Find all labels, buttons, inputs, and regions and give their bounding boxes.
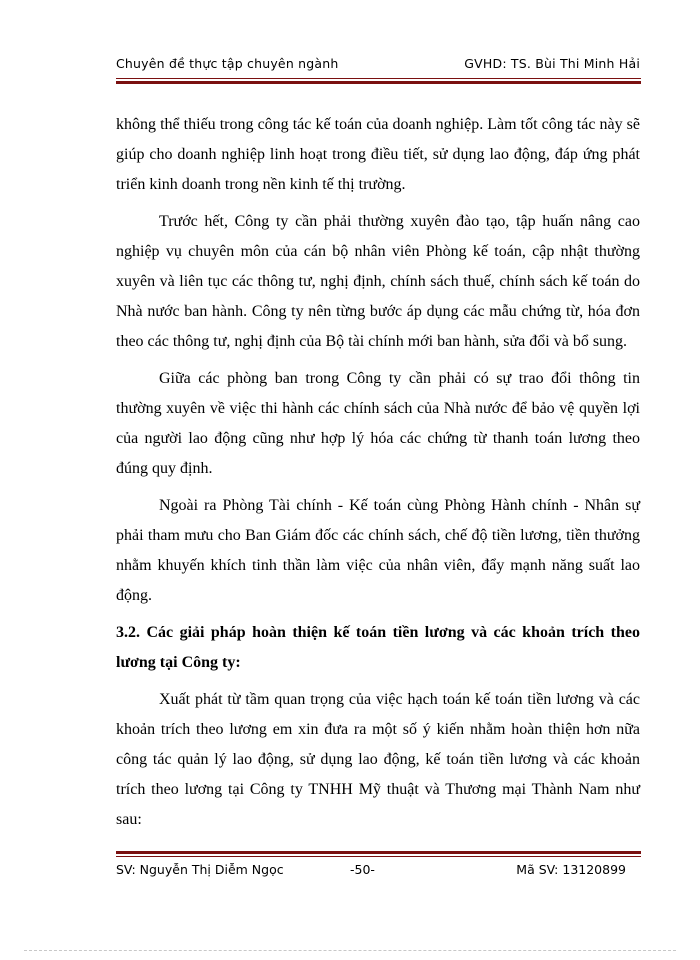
header-supervisor: GVHD: TS. Bùi Thi Minh Hải bbox=[464, 56, 640, 71]
page-footer bbox=[116, 862, 640, 882]
footer-student-name: SV: Nguyễn Thị Diễm Ngọc bbox=[116, 862, 284, 877]
section-heading: 3.2. Các giải pháp hoàn thiện kế toán tiền lương và các khoản trích theo lương tại Công ty: bbox=[116, 624, 640, 671]
footer-rule-thick bbox=[116, 851, 641, 854]
paragraph-continuation: không thể thiếu trong công tác kế toán của doanh nghiệp. Làm tốt công tác này sẽ giúp cho doanh nghiệp linh hoạt trong điều tiết, sử dụng lao động, đáp ứng phát triển kinh doanh trong nền kinh tế thị trường. bbox=[116, 116, 640, 193]
footer-rule-thin bbox=[116, 856, 641, 857]
header-rule-thin bbox=[116, 78, 641, 79]
paragraph-training: Trước hết, Công ty cần phải thường xuyên đào tạo, tập huấn nâng cao nghiệp vụ chuyên môn của cán bộ nhân viên Phòng kế toán, cập nhật thường xuyên và liên tục các thông tư, nghị định, chính sách thuế, chính sách kế toán do Nhà nước ban hành. Công ty nên từng bước áp dụng các mẫu chứng từ, hóa đơn theo các thông tư, nghị định của Bộ tài chính mới ban hành, sửa đổi và bổ sung. bbox=[116, 213, 640, 350]
header-rule-thick bbox=[116, 81, 641, 84]
header-course-title: Chuyên đề thực tập chuyên ngành bbox=[116, 56, 339, 71]
footer-page-number: -50- bbox=[350, 862, 375, 877]
paragraph-advisory: Ngoài ra Phòng Tài chính - Kế toán cùng Phòng Hành chính - Nhân sự phải tham mưu cho Ban Giám đốc các chính sách, chế độ tiền lương, tiền thưởng nhằm khuyến khích tinh thần làm việc của nhân viên, đẩy mạnh năng suất lao động. bbox=[116, 497, 640, 604]
page-body bbox=[116, 110, 640, 842]
paragraph-departments: Giữa các phòng ban trong Công ty cần phải có sự trao đổi thông tin thường xuyên về việc thi hành các chính sách của Nhà nước để bảo vệ quyền lợi của người lao động cũng như hợp lý hóa các chứng từ thanh toán lương theo đúng quy định. bbox=[116, 370, 640, 477]
paragraph-solutions-intro: Xuất phát từ tầm quan trọng của việc hạch toán kế toán tiền lương và các khoản trích theo lương em xin đưa ra một số ý kiến nhằm hoàn thiện hơn nữa công tác quản lý lao động, sử dụng lao động, kế toán tiền lương và các khoản trích theo lương tại Công ty TNHH Mỹ thuật và Thương mại Thành Nam như sau: bbox=[116, 691, 640, 828]
footer-student-id: Mã SV: 13120899 bbox=[516, 862, 626, 877]
page-header bbox=[116, 56, 640, 76]
page-break-line bbox=[24, 950, 676, 951]
